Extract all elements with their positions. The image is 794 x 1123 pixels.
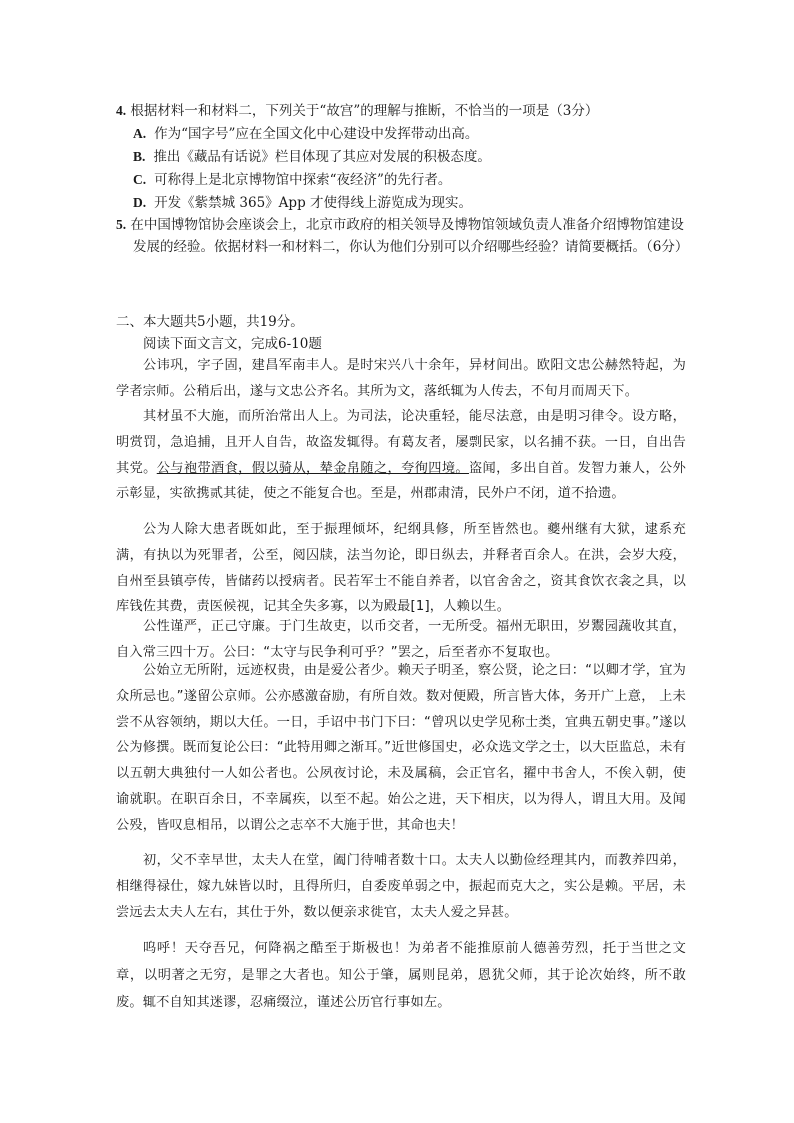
option-text: 作为“国字号”应在全国文化中心建设中发挥带动出高。 [154,126,479,142]
option-letter: C. [133,172,147,187]
underlined-sentence: 公与袍带酒食，假以骑从，辇金帛随之，夸徇四境。 [156,460,469,476]
option-d [133,192,472,214]
option-letter: D. [133,195,147,210]
question-text: 根据材料一和材料二，下列关于“故宫”的理解与推断，不恰当的一项是（3分） [130,103,599,119]
question-number: 5. [116,217,127,232]
option-text: 可称得上是北京博物馆中探索“夜经济”的先行者。 [154,172,452,188]
passage-paragraph-6: 初，父不幸早世，太夫人在堂，阖门待哺者数十口。太夫人以勤俭经理其内，而教养四弟，相继得禄仕，嫁九妹皆以时，且得所归，自委废单弱之中，振起而克大之，实公是赖。平居，未尝远去太夫人左右，其仕于外，数以便亲求徙官，太夫人爱之异甚。 [116,853,686,920]
passage-text: 盗闻，多出自首。发智力兼人，公外示彰显，实欲携贰其徒，使之不能复合也。至是，州郡肃清，民外户不闭，道不拾遗。 [116,460,686,502]
passage-paragraph-7: 呜呼！天夺吾兄，何降祸之酷至于斯极也！为弟者不能推原前人德善劳烈，托于当世之文章，以明著之无穷，是罪之大者也。知公于肇，属则昆弟，恩犹父师，其于论次始终，所不敢废。辄不自知其迷谬，忍痛缀泣，谨述公历官行事如左。 [116,941,686,1010]
section-heading: 二、本大题共5小题，共19分。 [116,314,304,330]
option-a [133,123,478,145]
reading-instruction: 阅读下面文言文，完成6-10题 [143,336,322,352]
question-4 [116,100,688,122]
option-letter: A. [133,126,147,141]
option-letter: B. [133,149,146,164]
option-text: 开发《紫禁城 365》App 才使得线上游览成为现实。 [154,195,473,211]
passage-paragraph-4: 公性谨严，正己守廉。于门生故吏，以币交者，一无所受。福州无职田，岁鬻园蔬收其直，自入常三四十万。公曰：“太守与民争利可乎？”罢之，后至者亦不复取也。 [116,619,686,660]
question-number: 4. [116,103,127,118]
passage-text: 其材虽不大施，而所治常出人上。为司法，论决重轻，能尽法意，由是明习律令。设方略，明赏罚，急追捕，且开人自告，故盗发辄得。有葛友者，屡剽民家，以名捕不获。一日，自出告其党。 [116,409,686,476]
passage-paragraph-3: 公为人除大患者既如此，至于振理倾坏，纪纲具修，所至皆然也。夔州继有大狱，逮系充满，有执以为死罪者，公至，阅囚牍，法当勿论，即日纵去，并释者百余人。在洪，会岁大疫，自州至县镇亭传，皆储药以授病者。民若军士不能自养者，以官舍舍之，资其食饮衣衾之具，以库钱佐其费，责医候视，记其全失多寡，以为殿最[1]，人赖以生。 [116,522,686,615]
passage-paragraph-1: 公讳巩，字子固，建昌军南丰人。是时宋兴八十余年，异材间出。欧阳文忠公赫然特起，为学者宗师。公稍后出，遂与文忠公齐名。其所为文，落纸辄为人传去，不旬月而周天下。 [116,358,686,399]
passage-paragraph-5: 公始立无所附，远迹权贵，由是爱公者少。赖天子明圣，察公贤，论之曰：“以卿才学，宜为众所忌也。”遂留公京师。公亦感激奋励，有所自效。数对便殿，所言皆大体，务开广上意， 上未尝不从容领纳，期以大任。一日，手诏中书门下曰：“曾巩以史学见称士类，宜典五朝史事。”遂以公为修撰。既而复论公曰：“此特用卿之渐耳。”近世修国史，必众选文学之士，以大臣监总，未有以五朝大典独付一人如公者也。公夙夜讨论，未及属稿，会正官名，擢中书舍人，不俟入朝，使谕就职。在职百余日，不幸属疾，以至不起。始公之进，天下相庆，以为得人，谓且大用。及闻公殁，皆叹息相吊，以谓公之志卒不大施于世，其命也夫！ [116,663,686,833]
option-b [133,146,491,168]
passage-paragraph-2 [116,404,686,507]
question-5 [116,214,688,258]
option-c [133,169,451,191]
option-text: 推出《藏品有话说》栏目体现了其应对发展的积极态度。 [153,149,491,165]
question-text: 在中国博物馆协会座谈会上，北京市政府的相关领导及博物馆领域负责人准备介绍博物馆建设发展的经验。依据材料一和材料二，你认为他们分别可以介绍哪些经验？请简要概括。（6分） [130,217,689,255]
